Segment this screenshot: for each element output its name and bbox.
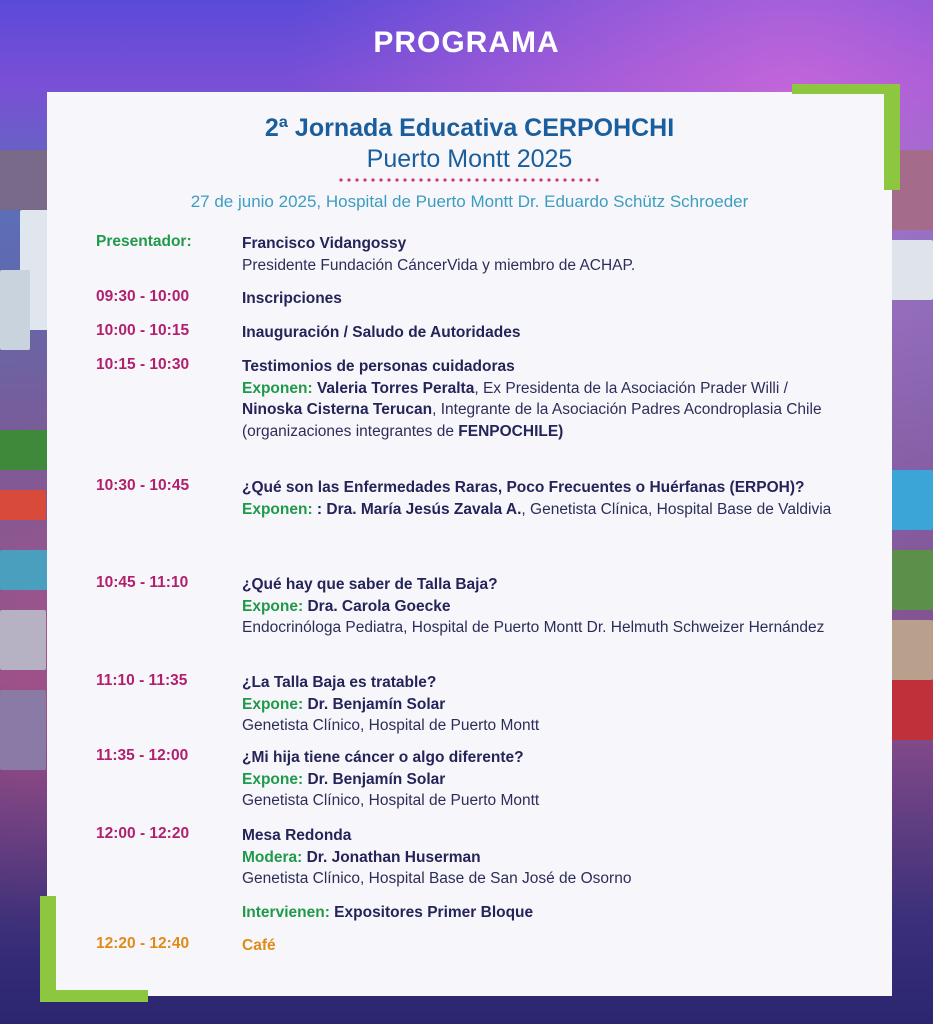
event-date-place: 27 de junio 2025, Hospital de Puerto Montt Dr. Eduardo Schütz Schroeder xyxy=(190,192,749,211)
speaker-name: Ninoska Cisterna Terucan xyxy=(242,401,433,418)
item-time: 10:00 - 10:15 xyxy=(96,322,190,339)
item-speakers xyxy=(242,596,852,618)
item-title: Testimonios de personas cuidadoras xyxy=(242,358,515,375)
role-label: Expone: xyxy=(242,770,304,788)
item-title: Café xyxy=(242,937,276,954)
header-title: PROGRAMA xyxy=(373,26,560,59)
role-label: Intervienen: xyxy=(242,903,330,921)
presenter-content xyxy=(242,233,852,276)
item-title: ¿Qué son las Enfermedades Raras, Poco Frecuentes o Huérfanas (ERPOH)? xyxy=(242,479,805,496)
speaker-detail: Endocrinóloga Pediatra, Hospital de Puerto Montt Dr. Helmuth Schweizer Hernández xyxy=(242,619,825,636)
item-speakers xyxy=(242,499,852,521)
item-time: 12:20 - 12:40 xyxy=(96,935,190,952)
item-speakers xyxy=(242,769,852,791)
presenter-name: Francisco Vidangossy xyxy=(242,235,407,252)
item-title: ¿Mi hija tiene cáncer o algo diferente? xyxy=(242,749,524,766)
role-label: Modera: xyxy=(242,848,303,866)
speaker-detail: , Ex Presidenta de la Asociación Prader Willi / xyxy=(474,379,788,397)
role-label: Exponen: xyxy=(242,500,313,518)
speaker-detail: Genetista Clínico, Hospital de Puerto Montt xyxy=(242,717,540,734)
corner-accent-bottom-left-vertical xyxy=(40,896,56,1002)
speaker-detail: , Genetista Clínica, Hospital Base de Valdivia xyxy=(521,500,832,518)
item-title: Mesa Redonda xyxy=(242,827,352,844)
speaker-name: Valeria Torres Peralta xyxy=(316,379,475,397)
item-time: 10:45 - 11:10 xyxy=(96,574,189,591)
role-label: Exponen: xyxy=(242,379,313,397)
role-label: Expone: xyxy=(242,695,304,713)
item-extra xyxy=(242,902,852,924)
speaker-detail: , Integrante de la Asociación Padres Acondroplasia Chile (organizaciones integrantes de xyxy=(242,401,822,440)
organization-name: FENPOCHILE) xyxy=(458,422,564,440)
speaker-name: : Dra. María Jesús Zavala A. xyxy=(312,500,522,518)
event-subtitle: Puerto Montt 2025 xyxy=(366,145,573,173)
item-title: Inauguración / Saludo de Autoridades xyxy=(242,324,521,341)
extra-value: Expositores Primer Bloque xyxy=(334,903,534,921)
item-time: 11:35 - 12:00 xyxy=(96,747,189,764)
speaker-name: Dr. Benjamín Solar xyxy=(307,695,446,713)
dotted-divider xyxy=(337,178,602,182)
item-speakers xyxy=(242,847,852,869)
item-title: ¿La Talla Baja es tratable? xyxy=(242,674,437,691)
speaker-name: Dra. Carola Goecke xyxy=(307,597,451,615)
presenter-label: Presentador: xyxy=(96,233,192,250)
speaker-name: Dr. Jonathan Huserman xyxy=(306,848,481,866)
item-time: 09:30 - 10:00 xyxy=(96,288,190,305)
item-speakers xyxy=(242,694,852,716)
item-speakers xyxy=(242,378,852,443)
role-label: Expone: xyxy=(242,597,304,615)
item-title: ¿Qué hay que saber de Talla Baja? xyxy=(242,576,498,593)
item-time: 11:10 - 11:35 xyxy=(96,672,188,689)
item-title: Inscripciones xyxy=(242,290,342,307)
speaker-name: Dr. Benjamín Solar xyxy=(307,770,446,788)
speaker-detail: Genetista Clínico, Hospital Base de San José de Osorno xyxy=(242,870,632,887)
speaker-detail: Genetista Clínico, Hospital de Puerto Montt xyxy=(242,792,540,809)
event-title: 2ª Jornada Educativa CERPOHCHI xyxy=(264,114,675,142)
item-time: 10:15 - 10:30 xyxy=(96,356,190,373)
presenter-role: Presidente Fundación CáncerVida y miembro de ACHAP. xyxy=(242,256,636,274)
item-time: 12:00 - 12:20 xyxy=(96,825,190,842)
item-time: 10:30 - 10:45 xyxy=(96,477,190,494)
corner-accent-bottom-left xyxy=(40,990,148,1002)
